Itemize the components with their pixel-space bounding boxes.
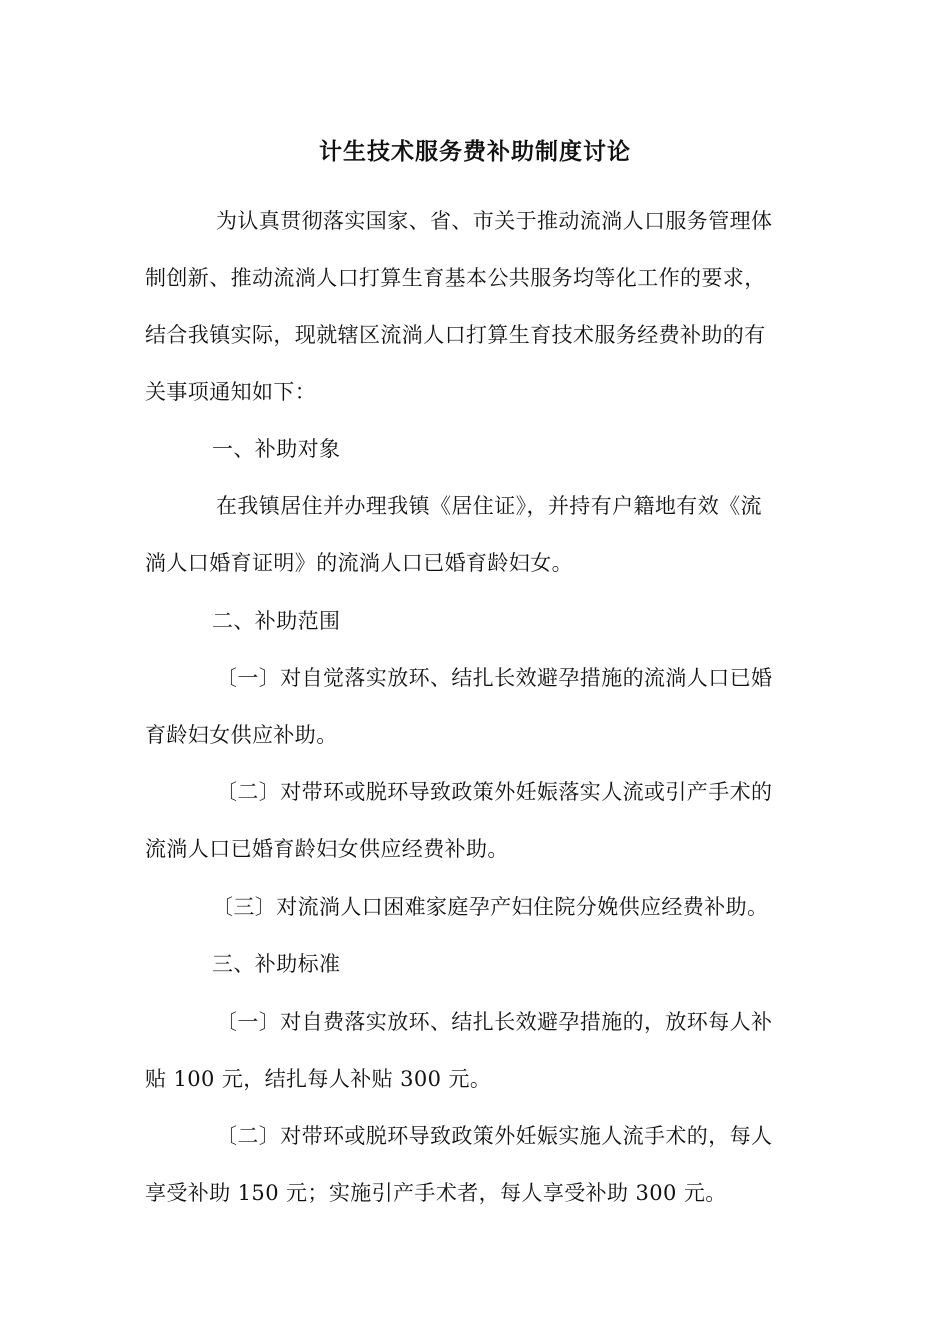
section2-item2-line-1: 〔二〕对带环或脱环导致政策外妊娠落实人流或引产手术的 [216, 780, 773, 804]
section3-item2-line-1: 〔二〕对带环或脱环导致政策外妊娠实施人流手术的，每人 [216, 1124, 773, 1148]
section3-item2-line-2: 享受补助 150 元；实施引产手术者，每人享受补助 300 元。 [145, 1181, 727, 1205]
section2-item1-line-1: 〔一〕对自觉落实放环、结扎长效避孕措施的流淌人口已婚 [216, 666, 773, 690]
section1-heading: 一、补助对象 [212, 437, 341, 461]
section2-heading: 二、补助范围 [212, 609, 341, 633]
section2-item1-line-2: 育龄妇女供应补助。 [145, 723, 338, 747]
section2-item3-line-1: 〔三〕对流淌人口困难家庭孕产妇住院分娩供应经费补助。 [212, 895, 769, 919]
section1-line-1: 在我镇居住并办理我镇《居住证》，并持有户籍地有效《流 [216, 494, 762, 518]
section3-item1-line-2: 贴 100 元，结扎每人补贴 300 元。 [145, 1067, 492, 1091]
intro-line-3: 结合我镇实际，现就辖区流淌人口打算生育技术服务经费补助的有 [145, 323, 766, 347]
intro-line-1: 为认真贯彻落实国家、省、市关于推动流淌人口服务管理体 [216, 209, 773, 233]
intro-line-4: 关事项通知如下： [145, 380, 317, 404]
section3-heading: 三、补助标准 [212, 952, 341, 976]
section2-item2-line-2: 流淌人口已婚育龄妇女供应经费补助。 [145, 837, 509, 861]
document-title: 计生技术服务费补助制度讨论 [319, 139, 631, 165]
intro-line-2: 制创新、推动流淌人口打算生育基本公共服务均等化工作的要求， [145, 266, 766, 290]
section1-line-2: 淌人口婚育证明》的流淌人口已婚育龄妇女。 [145, 551, 573, 575]
section3-item1-line-1: 〔一〕对自费落实放环、结扎长效避孕措施的，放环每人补 [216, 1010, 773, 1034]
